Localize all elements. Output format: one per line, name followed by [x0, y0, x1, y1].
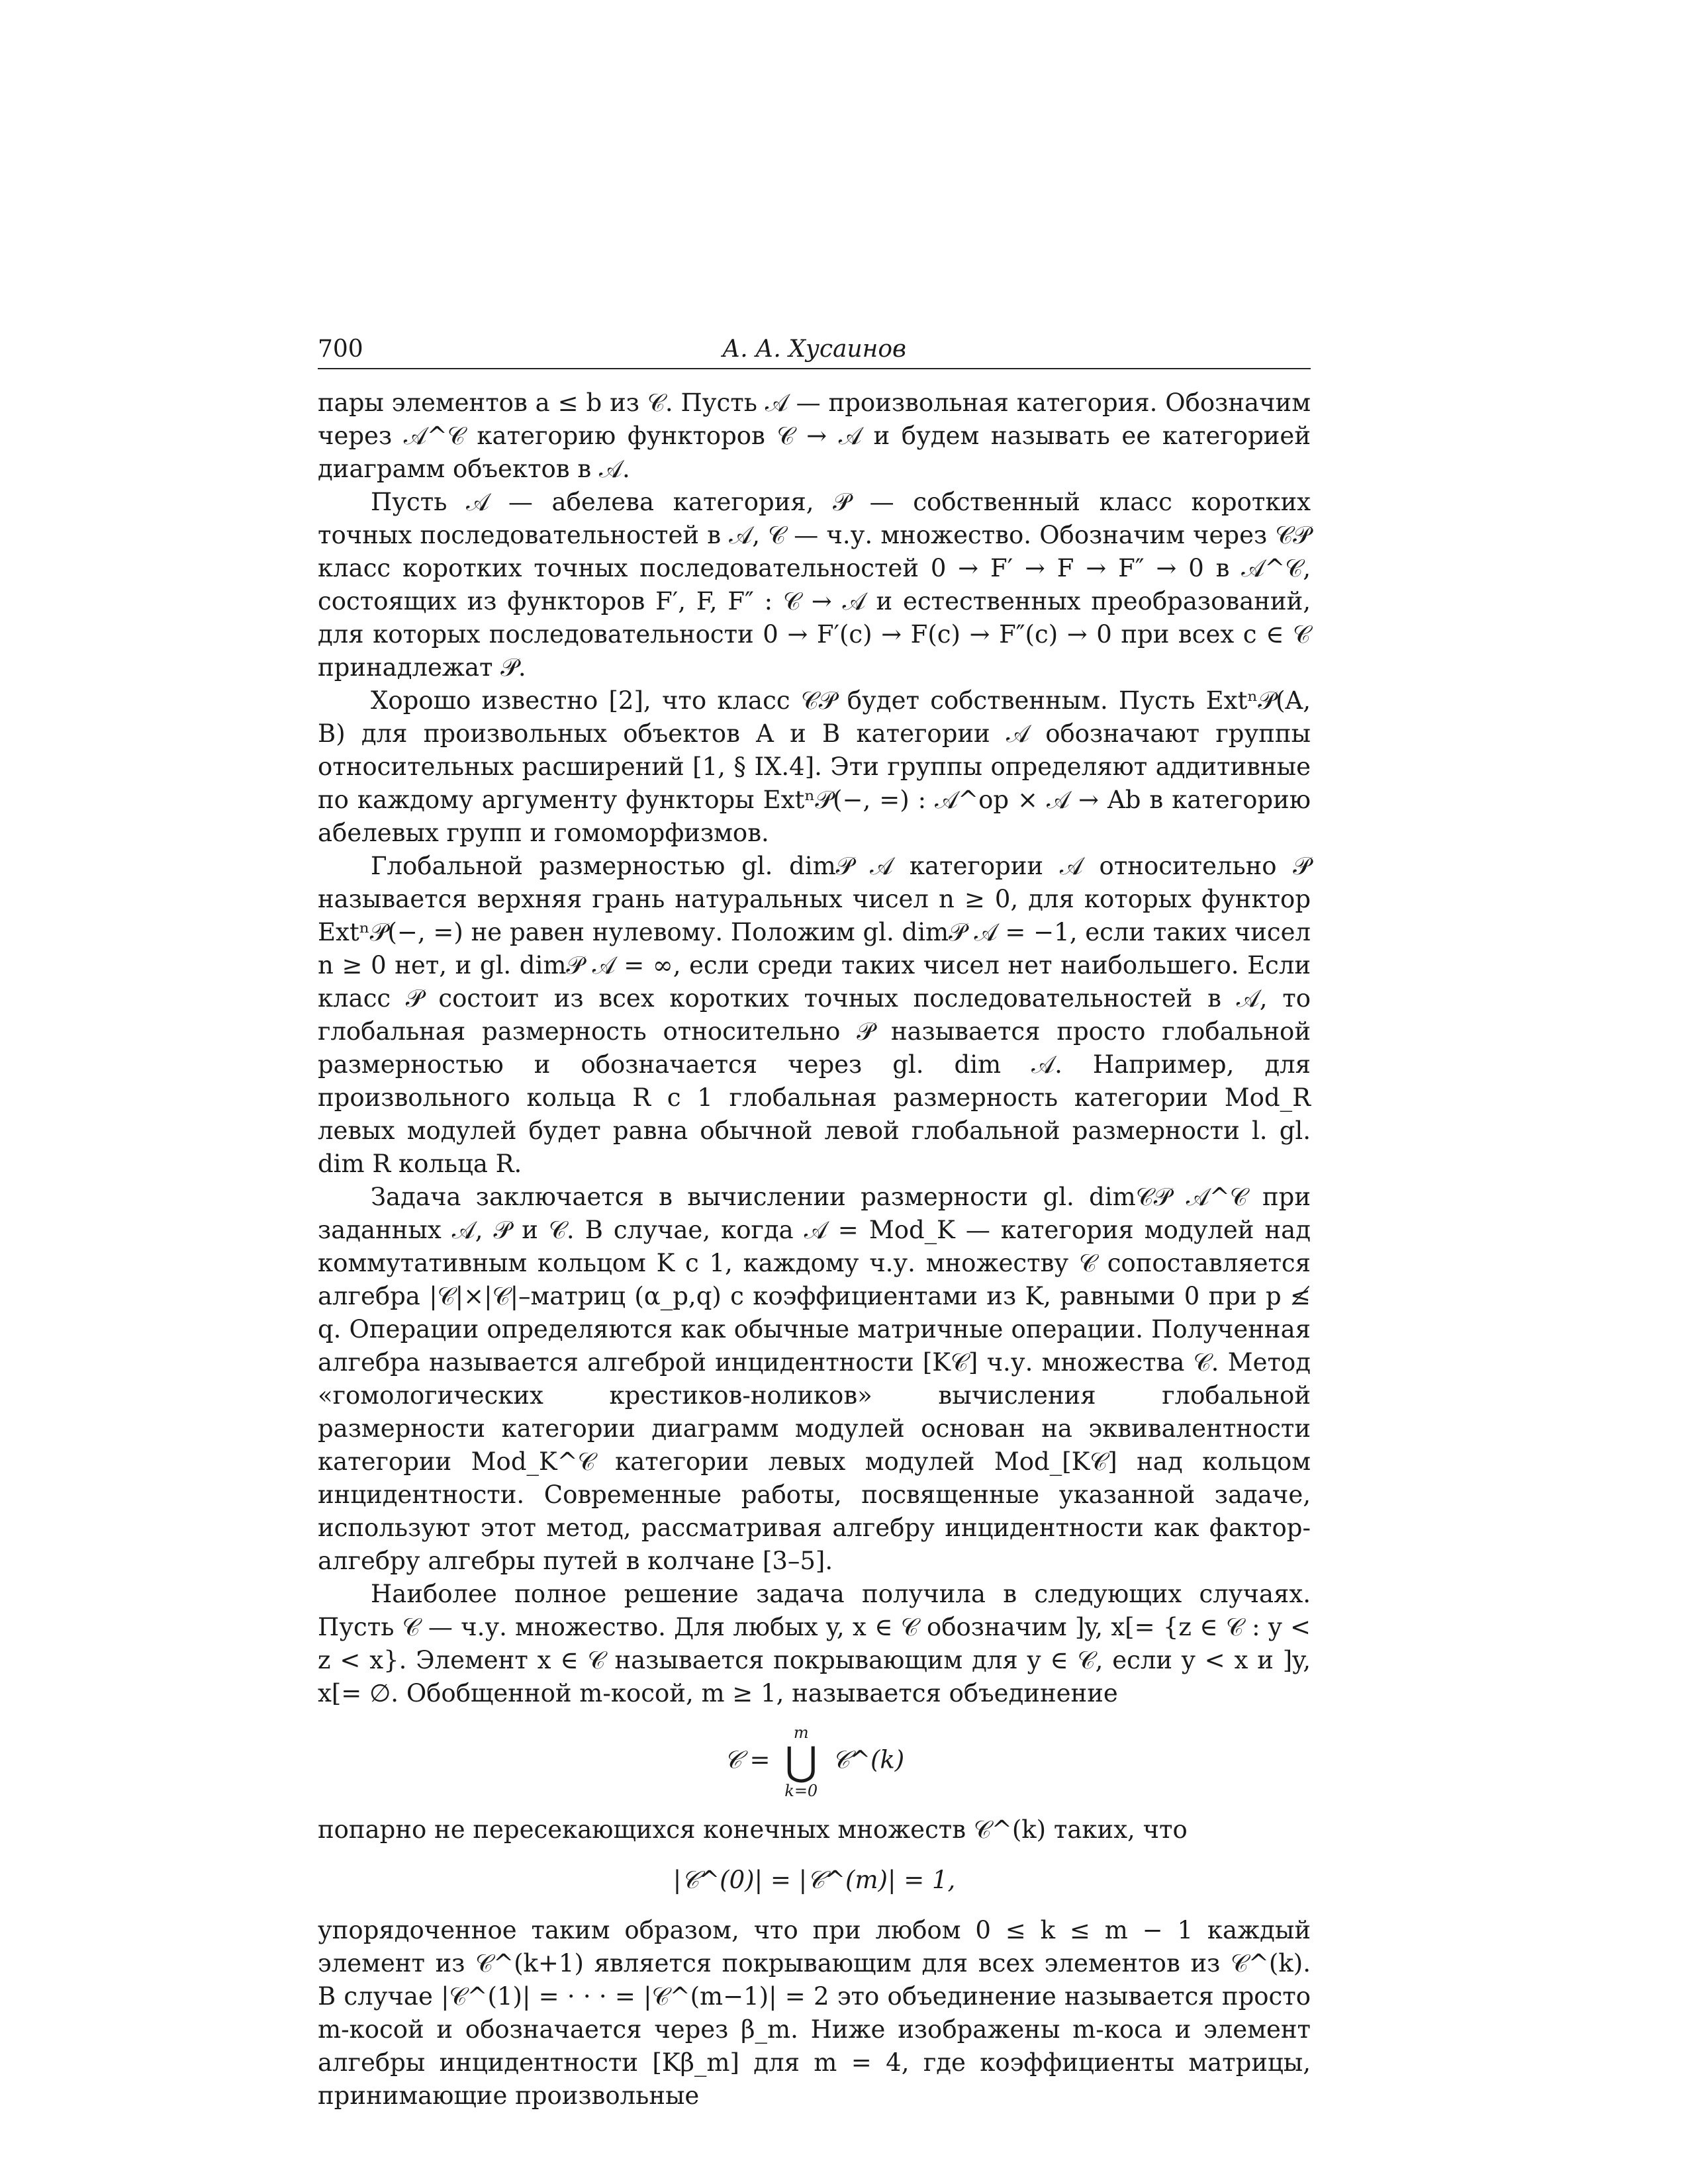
running-header — [318, 331, 1311, 369]
paragraph-6: Наиболее полное решение задача получила в следующих случаях. Пусть 𝒞 — ч.у. множество. Для любых y, x ∈ 𝒞 обозначим ]y, x[= {z ∈ 𝒞 : y < z < x}. Элемент x ∈ 𝒞 называется покрывающим для y ∈ 𝒞, если y < x и ]y, x[= ∅. Обобщенной m-косой, m ≥ 1, называется объединение — [318, 1580, 1311, 1707]
cardinality-formula: |𝒞^(0)| = |𝒞^(m)| = 1, — [673, 1866, 956, 1894]
paragraph-5: Задача заключается в вычислении размерности gl. dim𝒞𝒫 𝒜^𝒞 при заданных 𝒜, 𝒫 и 𝒞. В случае, когда 𝒜 = Mod_K — категория модулей над коммутативным кольцом K с 1, каждому ч.у. множеству 𝒞 сопоставляется алгебра |𝒞|×|𝒞|–матриц (α_p,q) с коэффициентами из K, равными 0 при p ≰ q. Операции определяются как обычные матричные операции. Полученная алгебра называется алгеброй инцидентности [K𝒞] ч.у. множества 𝒞. Метод «гомологических крестиков-ноликов» вычисления глобальной размерности категории диаграмм модулей основан на эквивалентности категории Mod_K^𝒞 категории левых модулей Mod_[K𝒞] над кольцом инцидентности. Современные работы, посвященные указанной задаче, используют этот метод, рассматривая алгебру инцидентности как фактор-алгебру алгебры путей в колчане [3–5]. — [318, 1183, 1311, 1575]
union-formula — [318, 1725, 1311, 1799]
paragraph-8: упорядоченное таким образом, что при любом 0 ≤ k ≤ m − 1 каждый элемент из 𝒞^(k+1) является покрывающим для всех элементов из 𝒞^(k). В случае |𝒞^(1)| = · · · = |𝒞^(m−1)| = 2 это объединение называется просто m-косой и обозначается через β_m. Ниже изображены m-коса и элемент алгебры инцидентности [Kβ_m] для m = 4, где коэффициенты матрицы, принимающие произвольные — [318, 1916, 1311, 2110]
union-formula-rhs: 𝒞^(k) — [831, 1745, 905, 1774]
union-symbol: ⋃ — [784, 1739, 818, 1785]
big-union-operator — [784, 1725, 818, 1799]
paragraph-4: Глобальной размерностью gl. dim𝒫 𝒜 категории 𝒜 относительно 𝒫 называется верхняя грань натуральных чисел n ≥ 0, для которых функтор Extⁿ𝒫(−, =) не равен нулевому. Положим gl. dim𝒫 𝒜 = −1, если таких чисел n ≥ 0 нет, и gl. dim𝒫 𝒜 = ∞, если среди таких чисел нет наибольшего. Если класс 𝒫 состоит из всех коротких точных последовательностей в 𝒜, то глобальная размерность относительно 𝒫 называется просто глобальной размерностью и обозначается через gl. dim 𝒜. Например, для произвольного кольца R с 1 глобальная размерность категории Mod_R левых модулей будет равна обычной левой глобальной размерности l. gl. dim R кольца R. — [318, 852, 1311, 1178]
paragraph-1: пары элементов a ≤ b из 𝒞. Пусть 𝒜 — произвольная категория. Обозначим через 𝒜^𝒞 категорию функторов 𝒞 → 𝒜 и будем называть ее категорией диаграмм объектов в 𝒜. — [318, 388, 1311, 483]
article-body — [318, 387, 1311, 2113]
running-head-author: А. А. Хусаинов — [722, 336, 906, 363]
page-number: 700 — [318, 336, 363, 363]
paragraph-2: Пусть 𝒜 — абелева категория, 𝒫 — собственный класс коротких точных последовательностей в 𝒜, 𝒞 — ч.у. множество. Обозначим через 𝒞𝒫 класс коротких точных последовательностей 0 → F′ → F → F″ → 0 в 𝒜^𝒞, состоящих из функторов F′, F, F″ : 𝒞 → 𝒜 и естественных преобразований, для которых последовательности 0 → F′(c) → F(c) → F″(c) → 0 при всех c ∈ 𝒞 принадлежат 𝒫. — [318, 488, 1311, 682]
paragraph-3: Хорошо известно [2], что класс 𝒞𝒫 будет собственным. Пусть Extⁿ𝒫(A, B) для произвольных объектов A и B категории 𝒜 обозначают группы относительных расширений [1, § IX.4]. Эти группы определяют аддитивные по каждому аргументу функторы Extⁿ𝒫(−, =) : 𝒜^op × 𝒜 → Ab в категорию абелевых групп и гомоморфизмов. — [318, 686, 1311, 847]
union-formula-lhs: 𝒞 = — [724, 1745, 771, 1774]
union-lower-limit: k=0 — [784, 1782, 818, 1800]
paragraph-7: попарно не пересекающихся конечных множеств 𝒞^(k) таких, что — [318, 1815, 1188, 1844]
union-upper-limit: m — [793, 1723, 809, 1742]
page — [318, 331, 1311, 2113]
